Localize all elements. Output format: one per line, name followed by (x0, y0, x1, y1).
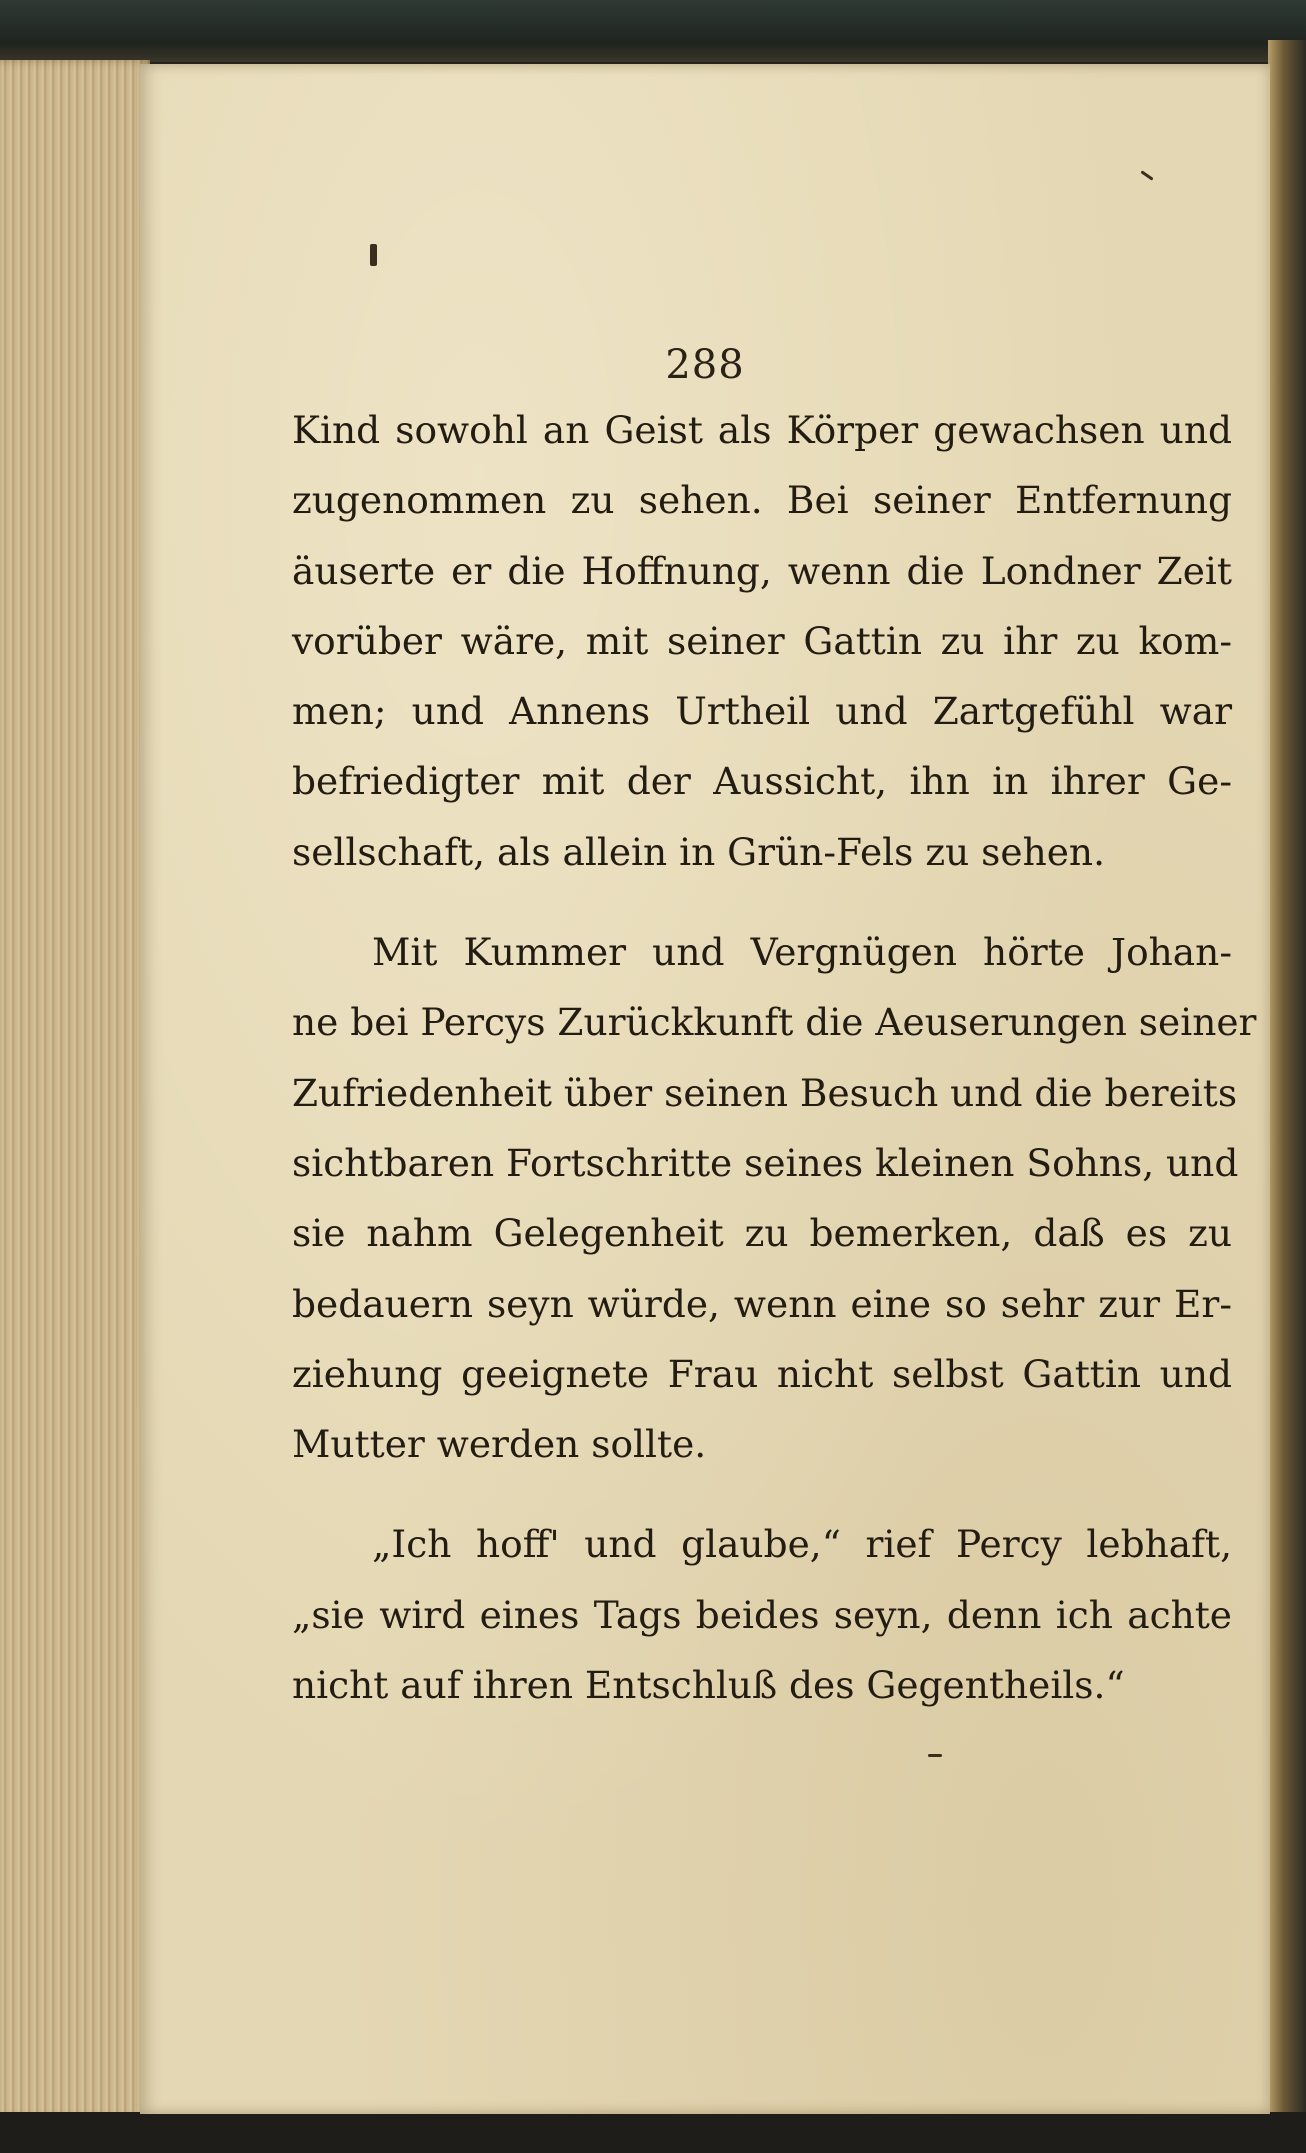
text-line: äuserte er die Hoffnung, wenn die Londner Zeit (292, 548, 1232, 593)
page-edge-right (1268, 40, 1306, 2120)
page-edges-left (0, 60, 150, 2120)
paragraph-3 (292, 1509, 1232, 1720)
text-line: sellschaft, als allein in Grün-Fels zu sehen. (292, 829, 1106, 874)
text-line: nicht auf ihren Entschluß des Gegentheils.“ (292, 1663, 1125, 1708)
text-line: zugenommen zu sehen. Bei seiner Entfernung (292, 478, 1232, 523)
text-line: sie nahm Gelegenheit zu bemerken, daß es zu (292, 1211, 1232, 1256)
text-line: befriedigter mit der Aussicht, ihn in ihrer Ge- (292, 759, 1232, 804)
text-line: Kind sowohl an Geist als Körper gewachsen und (292, 408, 1232, 452)
book-binding-top (0, 0, 1306, 62)
text-line: Mutter werden sollte. (292, 1422, 707, 1467)
ink-speck (1140, 170, 1153, 180)
page-number: 288 (665, 342, 745, 388)
text-line: „Ich hoff' und glaube,“ rief Percy lebhaft, (372, 1522, 1232, 1567)
book-binding-bottom (0, 2112, 1306, 2153)
text-line: „sie wird eines Tags beides seyn, denn ich achte (292, 1592, 1232, 1637)
body-text (292, 395, 1257, 1720)
text-line: bedauern seyn würde, wenn eine so sehr zur Er- (292, 1281, 1232, 1326)
text-line: vorüber wäre, mit seiner Gattin zu ihr zu kom- (292, 618, 1232, 663)
text-line: ziehung geeignete Frau nicht selbst Gattin und (292, 1351, 1232, 1396)
ink-speck (928, 1754, 942, 1757)
text-line: sichtbaren Fortschritte seines kleinen Sohns, und (292, 1140, 1239, 1185)
ink-speck (370, 244, 377, 266)
text-line: Mit Kummer und Vergnügen hörte Johan- (372, 930, 1232, 975)
text-line: men; und Annens Urtheil und Zartgefühl war (292, 689, 1232, 734)
paragraph-2 (292, 917, 1257, 1479)
text-line: ne bei Percys Zurückkunft die Aeuserungen seiner (292, 1000, 1257, 1045)
text-line: Zufriedenheit über seinen Besuch und die bereits (292, 1070, 1238, 1115)
paragraph-1 (292, 395, 1232, 887)
